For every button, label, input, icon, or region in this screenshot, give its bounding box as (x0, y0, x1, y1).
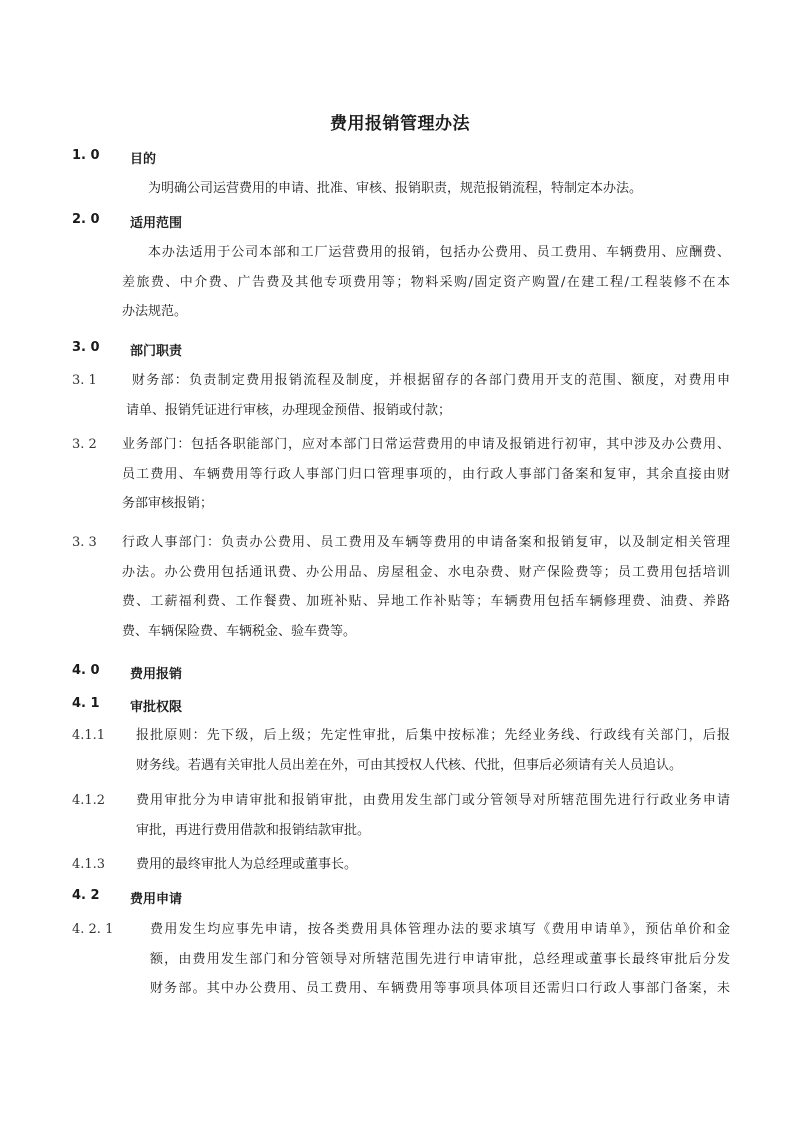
section-name: 目的 (130, 152, 157, 167)
section-name: 费用申请 (130, 892, 183, 907)
section-number: 1. 0 (72, 148, 100, 163)
clause-number: 3. 2 (72, 437, 97, 452)
paragraph-line: 费用审批分为申请审批和报销审批，由费用发生部门或分管领导对所辖范围先进行行政业务申请 (136, 793, 730, 808)
paragraph-line: 员工费用、车辆费用等行政人事部门归口管理事项的，由行政人事部门备案和复审，其余直接由财 (122, 466, 730, 482)
paragraph-line: 审批，再进行费用借款和报销结款审批。 (136, 822, 371, 838)
section-heading-expense-application (72, 888, 272, 906)
clause-number: 4.1.3 (72, 857, 106, 872)
clause-number: 3. 1 (72, 373, 97, 388)
paragraph-scope (122, 238, 730, 327)
paragraph-line: 费、车辆保险费、车辆税金、验车费等。 (122, 623, 357, 639)
clause-4-1-3 (136, 850, 730, 880)
paragraph-line: 费用发生均应事先申请，按各类费用具体管理办法的要求填写《费用申请单》，预估单价和金 (150, 922, 730, 937)
section-name: 费用报销 (130, 667, 183, 682)
section-number: 2. 0 (72, 212, 100, 227)
paragraph-line: 本办法适用于公司本部和工厂运营费用的报销，包括办公费用、员工费用、车辆费用、应酬费、 (148, 245, 730, 260)
section-heading-scope (72, 212, 272, 230)
clause-3-2 (122, 430, 730, 519)
paragraph-purpose (148, 174, 688, 204)
section-number: 4. 1 (72, 696, 100, 711)
paragraph-line: 差旅费、中介费、广告费及其他专项费用等；物料采购/固定资产购置/在建工程/工程装修不在本 (122, 274, 730, 290)
paragraph-line: 办法。办公费用包括通讯费、办公用品、房屋租金、水电杂费、财产保险费等；员工费用包括培训 (122, 564, 730, 580)
paragraph-line: 行政人事部门：负责办公费用、员工费用及车辆等费用的申请备案和报销复审，以及制定相关管理 (122, 535, 730, 550)
paragraph-line: 额，由费用发生部门和分管领导对所辖范围先进行申请审批，总经理或董事长最终审批后分发 (150, 951, 730, 967)
paragraph-line: 财务线。若遇有关审批人员出差在外，可由其授权人代核、代批，但事后必须请有关人员追认。 (136, 757, 683, 773)
section-heading-reimbursement (72, 663, 272, 681)
paragraph-line: 报批原则：先下级，后上级；先定性审批，后集中按标准；先经业务线、行政线有关部门，后报 (136, 728, 730, 743)
clause-3-1 (126, 366, 730, 425)
paragraph-line: 办法规范。 (122, 304, 188, 319)
clause-number: 3. 3 (72, 535, 97, 550)
section-heading-purpose (72, 148, 272, 166)
section-name: 部门职责 (130, 344, 183, 359)
clause-4-1-1 (136, 721, 730, 780)
section-name: 适用范围 (130, 216, 183, 231)
paragraph-line: 业务部门：包括各职能部门，应对本部门日常运营费用的申请及报销进行初审，其中涉及办公费用、 (122, 437, 730, 452)
section-name: 审批权限 (130, 700, 183, 715)
document-title: 费用报销管理办法 (330, 114, 470, 134)
section-heading-approval-authority (72, 696, 272, 714)
paragraph-line: 请单、报销凭证进行审核，办理现金预借、报销或付款； (126, 402, 452, 418)
section-number: 3. 0 (72, 340, 100, 355)
clause-number: 4. 2. 1 (72, 922, 114, 937)
clause-3-3 (122, 528, 730, 646)
paragraph-line: 为明确公司运营费用的申请、批准、审核、报销职责，规范报销流程，特制定本办法。 (148, 181, 643, 196)
section-heading-responsibilities (72, 340, 272, 358)
paragraph-line: 费用的最终审批人为总经理或董事长。 (136, 857, 358, 872)
clause-4-1-2 (136, 786, 730, 845)
paragraph-line: 费、工薪福利费、工作餐费、加班补贴、异地工作补贴等；车辆费用包括车辆修理费、油费、养路 (122, 594, 730, 609)
paragraph-line: 财务部：负责制定费用报销流程及制度，并根据留存的各部门费用开支的范围、额度，对费用申 (132, 373, 730, 388)
paragraph-line: 务部审核报销； (122, 496, 214, 511)
paragraph-line: 财务部。其中办公费用、员工费用、车辆费用等事项具体项目还需归口行政人事部门备案，未 (150, 981, 730, 996)
section-number: 4. 2 (72, 888, 100, 903)
clause-number: 4.1.2 (72, 793, 106, 808)
clause-number: 4.1.1 (72, 728, 106, 743)
clause-4-2-1 (150, 915, 730, 1004)
section-number: 4. 0 (72, 663, 100, 678)
